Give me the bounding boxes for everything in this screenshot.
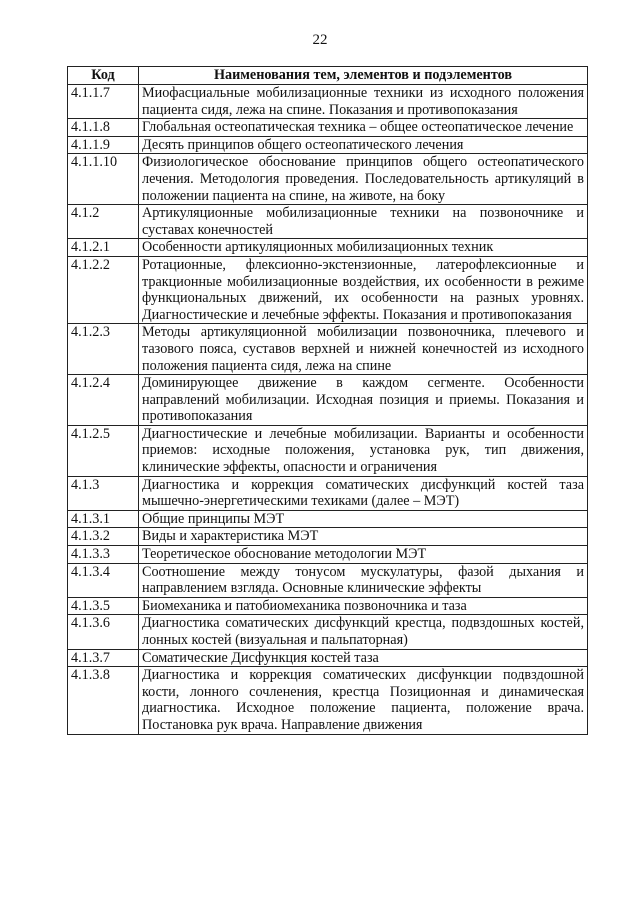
table-row (68, 476, 588, 510)
row-name: Соотношение между тонусом мускулатуры, фазой дыхания и направлением взгляда. Основные клинические эффекты (139, 563, 588, 597)
table-row (68, 563, 588, 597)
table-header-row (68, 67, 588, 85)
row-code: 4.1.2 (68, 205, 139, 239)
table-row (68, 205, 588, 239)
table-row (68, 528, 588, 546)
row-name: Глобальная остеопатическая техника – общее остеопатическое лечение (139, 119, 588, 137)
row-name: Биомеханика и патобиомеханика позвоночника и таза (139, 597, 588, 615)
table-row (68, 119, 588, 137)
table-row (68, 85, 588, 119)
table-row (68, 136, 588, 154)
table-row (68, 239, 588, 257)
table-row (68, 597, 588, 615)
table-row (68, 649, 588, 667)
row-code: 4.1.3 (68, 476, 139, 510)
row-code: 4.1.2.2 (68, 256, 139, 323)
row-name: Физиологическое обоснование принципов общего остеопатического лечения. Методология проведения. Последовательность артикуляций в положении пациента на спине, на животе, на боку (139, 154, 588, 205)
row-code: 4.1.1.8 (68, 119, 139, 137)
row-code: 4.1.3.7 (68, 649, 139, 667)
row-code: 4.1.2.5 (68, 425, 139, 476)
row-name: Теоретическое обоснование методологии МЭТ (139, 546, 588, 564)
table-body (68, 85, 588, 735)
row-code: 4.1.3.8 (68, 667, 139, 734)
row-code: 4.1.3.4 (68, 563, 139, 597)
row-name: Диагностика и коррекция соматических дисфункций костей таза мышечно-энергетическими техиками (далее – МЭТ) (139, 476, 588, 510)
row-code: 4.1.1.10 (68, 154, 139, 205)
table-row (68, 667, 588, 734)
table-row (68, 324, 588, 375)
header-code: Код (68, 67, 139, 85)
row-name: Диагностика соматических дисфункций крестца, подвздошных костей, лонных костей (визуальная и пальпаторная) (139, 615, 588, 649)
page-number: 22 (312, 32, 328, 48)
header-name: Наименования тем, элементов и подэлементов (139, 67, 588, 85)
table-row (68, 425, 588, 476)
topics-table (67, 66, 588, 735)
row-code: 4.1.3.3 (68, 546, 139, 564)
table-row (68, 256, 588, 323)
row-code: 4.1.3.1 (68, 510, 139, 528)
row-code: 4.1.3.5 (68, 597, 139, 615)
row-code: 4.1.2.4 (68, 375, 139, 426)
row-code: 4.1.3.6 (68, 615, 139, 649)
row-name: Артикуляционные мобилизационные техники на позвоночнике и суставах конечностей (139, 205, 588, 239)
table-row (68, 375, 588, 426)
row-name: Доминирующее движение в каждом сегменте. Особенности направлений мобилизации. Исходная позиция и приемы. Показания и противопоказания (139, 375, 588, 426)
table-row (68, 615, 588, 649)
table-row (68, 510, 588, 528)
row-code: 4.1.3.2 (68, 528, 139, 546)
row-name: Миофасциальные мобилизационные техники из исходного положения пациента сидя, лежа на спине. Показания и противопоказания (139, 85, 588, 119)
row-name: Диагностика и коррекция соматических дисфункции подвздошной кости, лонного сочленения, крестца Позиционная и динамическая диагностика. Исходное положение пациента, положение врача. Постановка рук врача. Направление движения (139, 667, 588, 734)
row-code: 4.1.2.3 (68, 324, 139, 375)
row-name: Ротационные, флексионно-экстензионные, латерофлексионные и тракционные мобилизационные воздействия, их особенности в режиме функциональных движений, их особенности на разных уровнях. Диагностические и лечебные эффекты. Показания и противопоказания (139, 256, 588, 323)
row-name: Особенности артикуляционных мобилизационных техник (139, 239, 588, 257)
row-code: 4.1.2.1 (68, 239, 139, 257)
row-name: Соматические Дисфункция костей таза (139, 649, 588, 667)
row-name: Общие принципы МЭТ (139, 510, 588, 528)
row-code: 4.1.1.9 (68, 136, 139, 154)
row-name: Десять принципов общего остеопатического лечения (139, 136, 588, 154)
table-row (68, 154, 588, 205)
row-name: Диагностические и лечебные мобилизации. Варианты и особенности приемов: исходные положения, установка рук, тип движения, клинические эффекты, опасности и ограничения (139, 425, 588, 476)
table-row (68, 546, 588, 564)
row-name: Виды и характеристика МЭТ (139, 528, 588, 546)
table-header (68, 67, 588, 85)
row-code: 4.1.1.7 (68, 85, 139, 119)
row-name: Методы артикуляционной мобилизации позвоночника, плечевого и тазового пояса, суставов верхней и нижней конечностей из исходного положения пациента сидя, лежа на спине (139, 324, 588, 375)
